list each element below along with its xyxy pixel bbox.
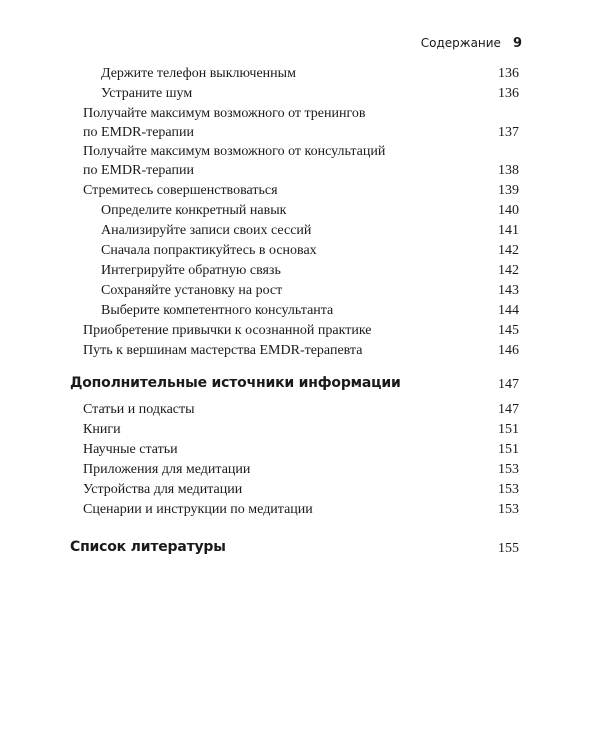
toc-entry-page: 137 bbox=[498, 125, 519, 140]
toc-entry-page: 151 bbox=[498, 422, 519, 437]
toc-entry-integrate-feedback[interactable] bbox=[101, 261, 281, 280]
toc-entry-title: Приобретение привычки к осознанной практике bbox=[83, 323, 372, 338]
toc-entry-page: 136 bbox=[498, 86, 519, 101]
toc-entry-title: Путь к вершинам мастерства EMDR-терапевта bbox=[83, 343, 363, 358]
part-page-references: 155 bbox=[498, 541, 519, 556]
toc-entry-page: 144 bbox=[498, 303, 519, 318]
toc-entry-title: Держите телефон выключенным bbox=[101, 66, 296, 81]
toc-entry-title: Устройства для медитации bbox=[83, 482, 243, 497]
toc-entry-page: 146 bbox=[498, 343, 519, 358]
toc-entry-practice-basics[interactable] bbox=[101, 241, 317, 260]
toc-entry-page: 140 bbox=[498, 203, 519, 218]
toc-entry-page: 143 bbox=[498, 283, 519, 298]
toc-entry-title: Сохраняйте установку на рост bbox=[101, 283, 283, 298]
toc-entry-title: Выберите компетентного консультанта bbox=[101, 303, 334, 318]
page-number: 9 bbox=[512, 36, 522, 51]
toc-entry-title: Устраните шум bbox=[101, 86, 193, 101]
toc-entry-title: Статьи и подкасты bbox=[83, 402, 195, 417]
toc-entry-keep-phone-off[interactable] bbox=[101, 64, 296, 83]
part-page-resources: 147 bbox=[498, 377, 519, 392]
toc-entry-articles-podcasts[interactable] bbox=[83, 400, 195, 419]
toc-entry-scientific-articles[interactable] bbox=[83, 440, 178, 459]
toc-entry-title: Стремитесь совершенствоваться bbox=[83, 183, 278, 198]
toc-entry-page: 141 bbox=[498, 223, 519, 238]
toc-entry-title: Анализируйте записи своих сессий bbox=[101, 223, 312, 238]
toc-entry-page: 145 bbox=[498, 323, 519, 338]
toc-entry-strive-to-improve[interactable] bbox=[83, 181, 278, 200]
toc-entry-page: 153 bbox=[498, 482, 519, 497]
toc-entry-page: 138 bbox=[498, 163, 519, 178]
section-title: Содержание bbox=[420, 36, 501, 50]
running-header bbox=[421, 36, 522, 51]
toc-entry-eliminate-noise[interactable] bbox=[101, 84, 192, 103]
toc-entry-trainings[interactable] bbox=[83, 104, 366, 142]
toc-entry-analyze-sessions[interactable] bbox=[101, 221, 311, 240]
toc-entry-meditation-apps[interactable] bbox=[83, 460, 250, 479]
toc-entry-title-line: по EMDR-терапии bbox=[83, 125, 194, 140]
toc-entry-page: 151 bbox=[498, 442, 519, 457]
toc-entry-meditation-scripts[interactable] bbox=[83, 500, 313, 519]
toc-entry-page: 142 bbox=[498, 263, 519, 278]
toc-entry-path-to-mastery[interactable] bbox=[83, 341, 362, 360]
toc-entry-choose-consultant[interactable] bbox=[101, 301, 333, 320]
toc-entry-title: Научные статьи bbox=[83, 442, 178, 457]
toc-entry-title-line: Получайте максимум возможного от тренингов bbox=[83, 106, 366, 121]
toc-entry-page: 147 bbox=[498, 402, 519, 417]
toc-entry-page: 136 bbox=[498, 66, 519, 81]
toc-entry-page: 153 bbox=[498, 462, 519, 477]
toc-entry-mindful-habit[interactable] bbox=[83, 321, 371, 340]
toc-entry-title: Определите конкретный навык bbox=[101, 203, 287, 218]
toc-entry-define-skill[interactable] bbox=[101, 201, 286, 220]
part-title-references[interactable]: Список литературы bbox=[70, 539, 226, 555]
toc-entry-title: Сценарии и инструкции по медитации bbox=[83, 502, 313, 517]
toc-entry-books[interactable] bbox=[83, 420, 121, 439]
toc-entry-title: Приложения для медитации bbox=[83, 462, 251, 477]
part-title-resources[interactable]: Дополнительные источники информации bbox=[70, 375, 401, 391]
toc-entry-page: 142 bbox=[498, 243, 519, 258]
toc-entry-page: 139 bbox=[498, 183, 519, 198]
toc-entry-title: Сначала попрактикуйтесь в основах bbox=[101, 243, 317, 258]
toc-entry-growth-mindset[interactable] bbox=[101, 281, 282, 300]
toc-entry-consultations[interactable] bbox=[83, 142, 385, 180]
toc-entry-page: 153 bbox=[498, 502, 519, 517]
toc-entry-title: Интегрируйте обратную связь bbox=[101, 263, 281, 278]
toc-entry-meditation-devices[interactable] bbox=[83, 480, 242, 499]
toc-entry-title: Книги bbox=[83, 422, 121, 437]
toc-entry-title-line: по EMDR-терапии bbox=[83, 163, 194, 178]
toc-entry-title-line: Получайте максимум возможного от консультаций bbox=[83, 144, 386, 159]
